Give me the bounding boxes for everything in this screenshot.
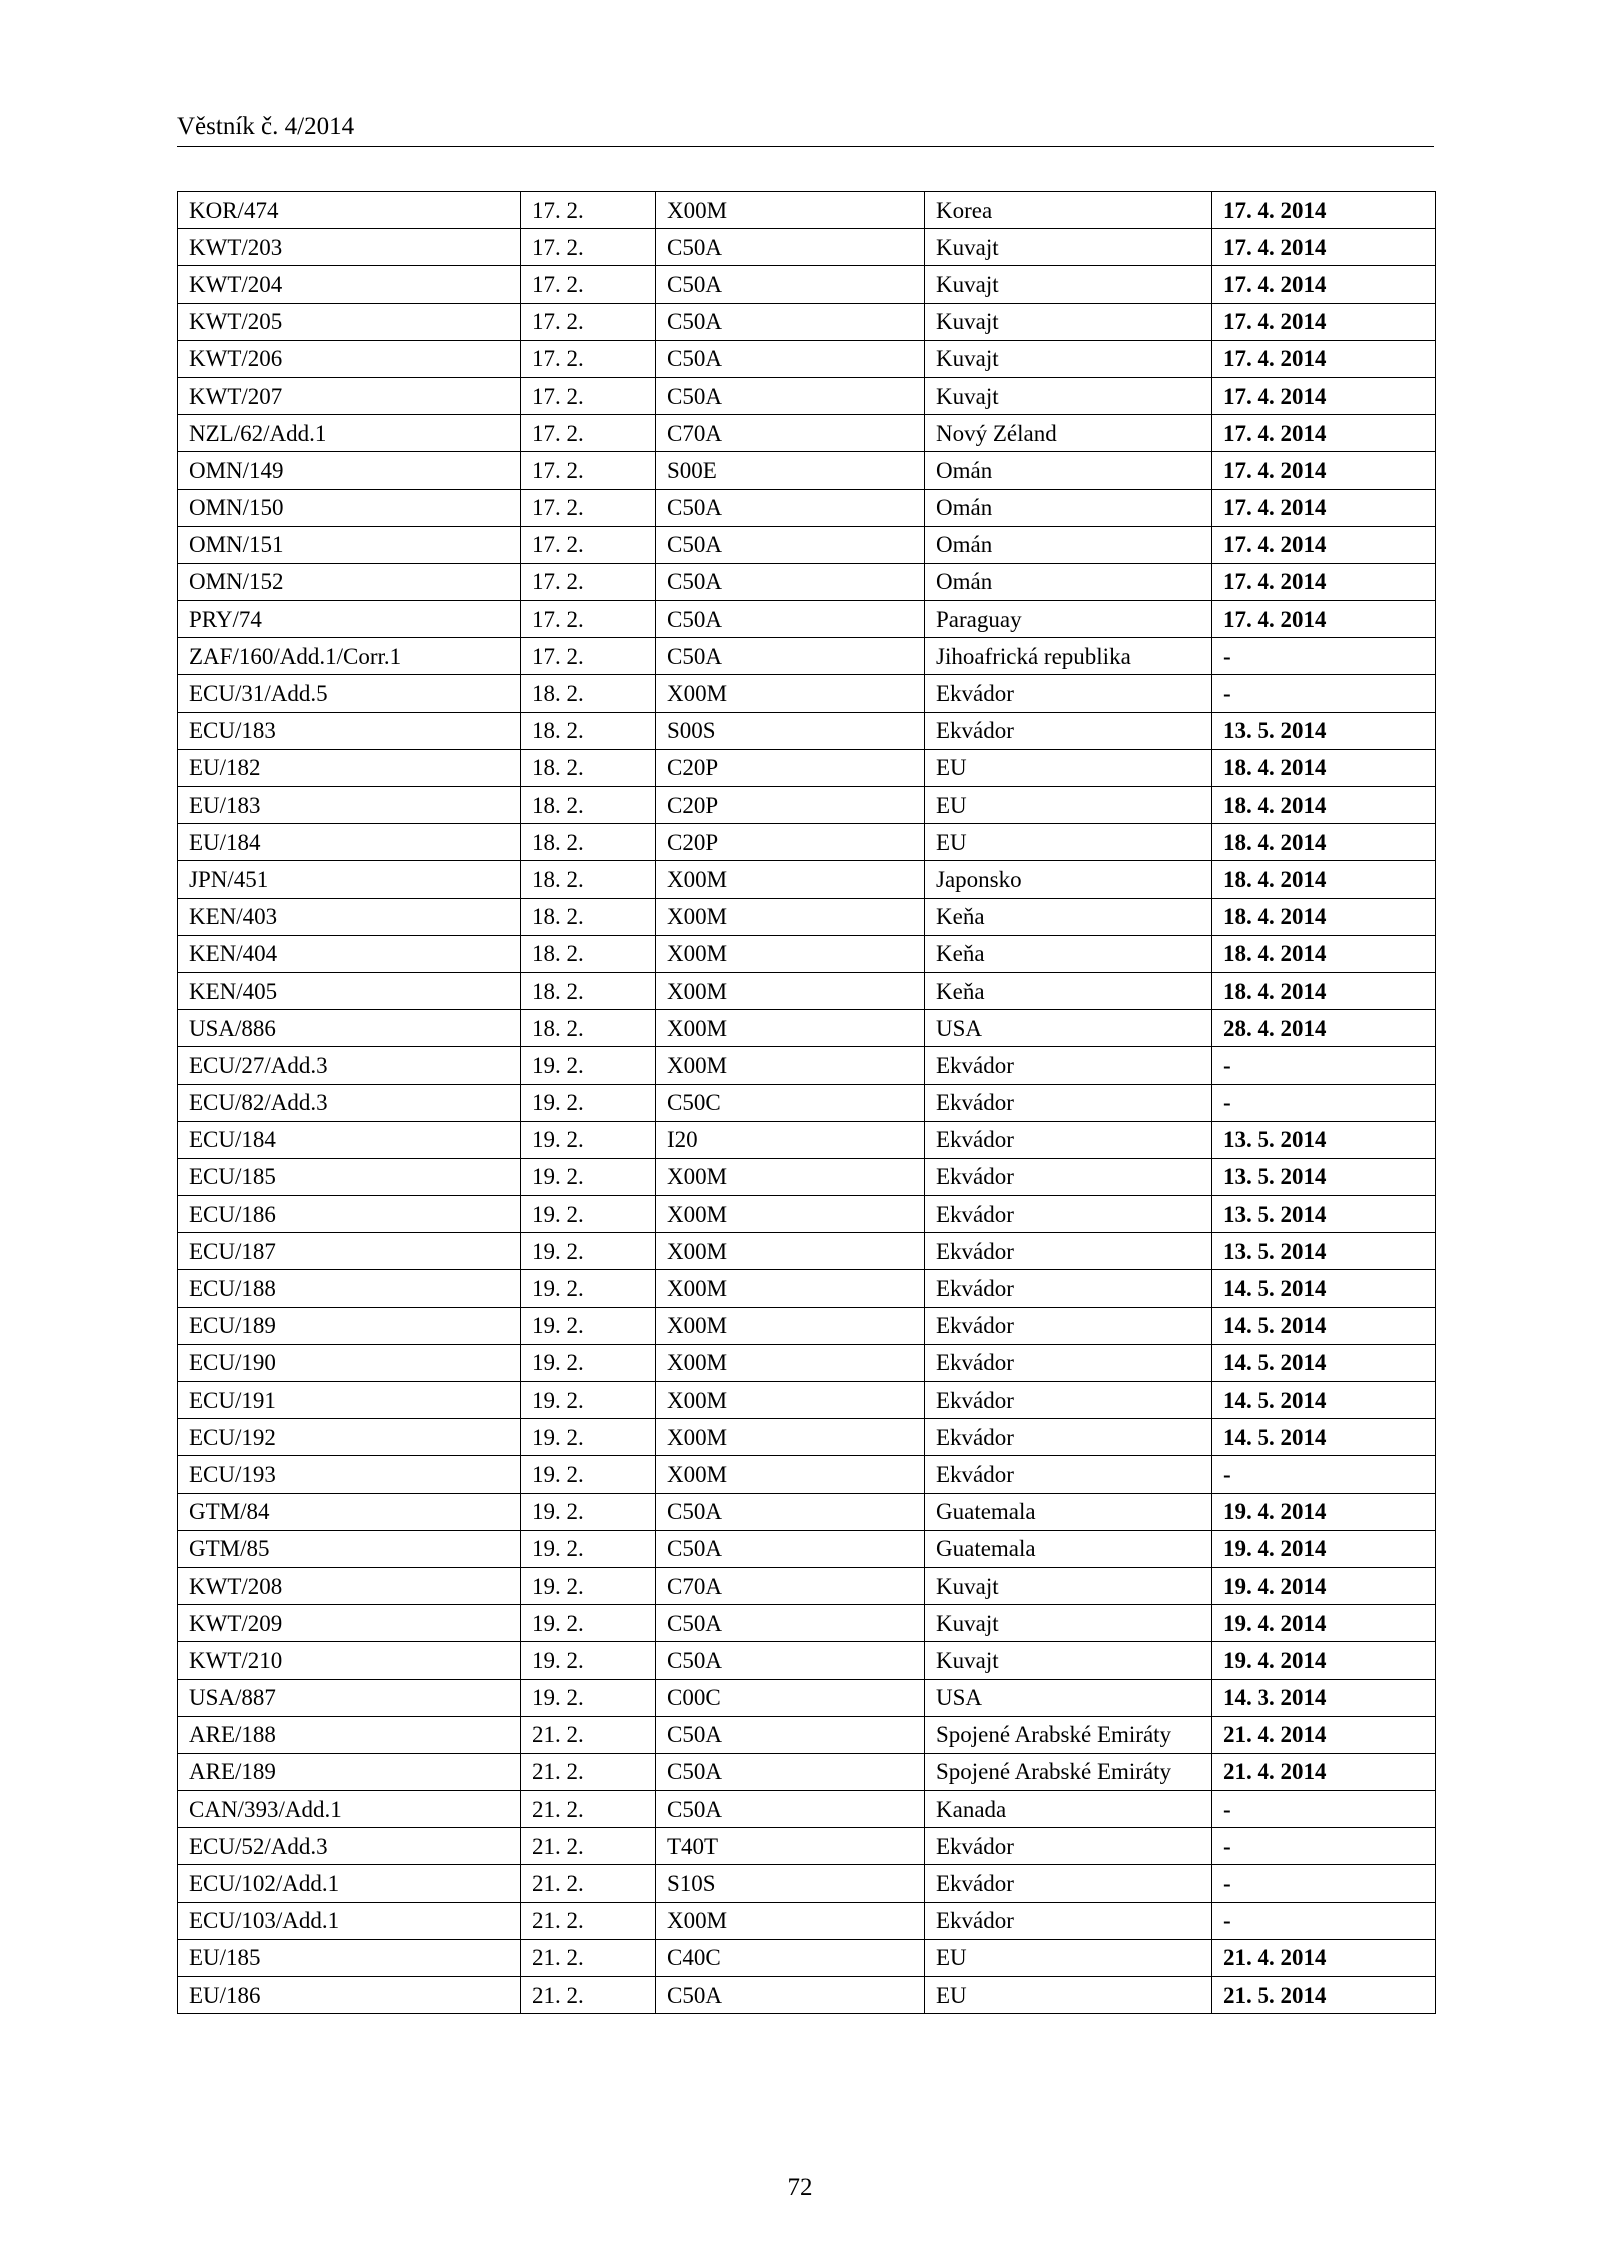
- category-code-cell: C50A: [656, 601, 925, 638]
- country-cell: Ekvádor: [925, 1047, 1212, 1084]
- notification-date-cell: 18. 2.: [521, 861, 656, 898]
- category-code-cell: C50A: [656, 340, 925, 377]
- notification-date-cell: 21. 2.: [521, 1716, 656, 1753]
- country-cell: Ekvádor: [925, 1865, 1212, 1902]
- country-cell: Ekvádor: [925, 1121, 1212, 1158]
- table-row: [178, 638, 1436, 675]
- country-cell: Ekvádor: [925, 1902, 1212, 1939]
- category-code-cell: S00S: [656, 712, 925, 749]
- deadline-date-cell: -: [1212, 1084, 1436, 1121]
- deadline-date-cell: 17. 4. 2014: [1212, 452, 1436, 489]
- table-row: [178, 1939, 1436, 1976]
- deadline-date-cell: 14. 5. 2014: [1212, 1344, 1436, 1381]
- notification-date-cell: 18. 2.: [521, 898, 656, 935]
- table-row: [178, 1753, 1436, 1790]
- notification-date-cell: 18. 2.: [521, 787, 656, 824]
- country-cell: EU: [925, 1977, 1212, 2014]
- document-code-cell: ECU/82/Add.3: [178, 1084, 521, 1121]
- document-code-cell: GTM/84: [178, 1493, 521, 1530]
- category-code-cell: S10S: [656, 1865, 925, 1902]
- document-code-cell: ARE/189: [178, 1753, 521, 1790]
- category-code-cell: I20: [656, 1121, 925, 1158]
- country-cell: Korea: [925, 192, 1212, 229]
- deadline-date-cell: 13. 5. 2014: [1212, 1121, 1436, 1158]
- deadline-date-cell: 13. 5. 2014: [1212, 1158, 1436, 1195]
- table-row: [178, 1605, 1436, 1642]
- document-code-cell: KWT/204: [178, 266, 521, 303]
- table-body: [178, 192, 1436, 2014]
- table-row: [178, 489, 1436, 526]
- notification-date-cell: 21. 2.: [521, 1939, 656, 1976]
- country-cell: Kuvajt: [925, 266, 1212, 303]
- notification-date-cell: 19. 2.: [521, 1605, 656, 1642]
- country-cell: EU: [925, 787, 1212, 824]
- document-code-cell: ECU/183: [178, 712, 521, 749]
- deadline-date-cell: 18. 4. 2014: [1212, 935, 1436, 972]
- deadline-date-cell: 13. 5. 2014: [1212, 1233, 1436, 1270]
- table-row: [178, 1828, 1436, 1865]
- notification-date-cell: 19. 2.: [521, 1419, 656, 1456]
- notification-date-cell: 17. 2.: [521, 303, 656, 340]
- notification-date-cell: 21. 2.: [521, 1753, 656, 1790]
- category-code-cell: C00C: [656, 1679, 925, 1716]
- table-row: [178, 229, 1436, 266]
- table-row: [178, 266, 1436, 303]
- country-cell: Keňa: [925, 935, 1212, 972]
- deadline-date-cell: 21. 4. 2014: [1212, 1939, 1436, 1976]
- document-code-cell: EU/186: [178, 1977, 521, 2014]
- table-row: [178, 824, 1436, 861]
- category-code-cell: C70A: [656, 415, 925, 452]
- category-code-cell: X00M: [656, 861, 925, 898]
- notification-date-cell: 17. 2.: [521, 452, 656, 489]
- category-code-cell: X00M: [656, 1233, 925, 1270]
- category-code-cell: C50A: [656, 1642, 925, 1679]
- country-cell: Omán: [925, 452, 1212, 489]
- category-code-cell: C50A: [656, 1493, 925, 1530]
- country-cell: Ekvádor: [925, 1158, 1212, 1195]
- country-cell: Spojené Arabské Emiráty: [925, 1753, 1212, 1790]
- category-code-cell: C20P: [656, 824, 925, 861]
- document-code-cell: KEN/405: [178, 972, 521, 1009]
- deadline-date-cell: 17. 4. 2014: [1212, 229, 1436, 266]
- notification-date-cell: 18. 2.: [521, 972, 656, 1009]
- table-row: [178, 1270, 1436, 1307]
- deadline-date-cell: 19. 4. 2014: [1212, 1493, 1436, 1530]
- country-cell: EU: [925, 824, 1212, 861]
- country-cell: Jihoafrická republika: [925, 638, 1212, 675]
- table-row: [178, 601, 1436, 638]
- country-cell: EU: [925, 1939, 1212, 1976]
- table-row: [178, 1679, 1436, 1716]
- category-code-cell: X00M: [656, 1047, 925, 1084]
- table-row: [178, 1344, 1436, 1381]
- notification-date-cell: 21. 2.: [521, 1791, 656, 1828]
- table-row: [178, 415, 1436, 452]
- notification-date-cell: 17. 2.: [521, 377, 656, 414]
- document-code-cell: KWT/203: [178, 229, 521, 266]
- category-code-cell: X00M: [656, 898, 925, 935]
- category-code-cell: X00M: [656, 1010, 925, 1047]
- table-row: [178, 1158, 1436, 1195]
- document-code-cell: ECU/192: [178, 1419, 521, 1456]
- notification-date-cell: 17. 2.: [521, 415, 656, 452]
- deadline-date-cell: -: [1212, 1456, 1436, 1493]
- deadline-date-cell: 17. 4. 2014: [1212, 563, 1436, 600]
- country-cell: Kuvajt: [925, 229, 1212, 266]
- country-cell: Ekvádor: [925, 1382, 1212, 1419]
- table-row: [178, 340, 1436, 377]
- deadline-date-cell: 21. 5. 2014: [1212, 1977, 1436, 2014]
- table-row: [178, 1567, 1436, 1604]
- document-code-cell: ECU/193: [178, 1456, 521, 1493]
- document-code-cell: ECU/188: [178, 1270, 521, 1307]
- document-code-cell: USA/887: [178, 1679, 521, 1716]
- document-code-cell: ARE/188: [178, 1716, 521, 1753]
- deadline-date-cell: 17. 4. 2014: [1212, 489, 1436, 526]
- category-code-cell: C50A: [656, 1977, 925, 2014]
- deadline-date-cell: 17. 4. 2014: [1212, 266, 1436, 303]
- deadline-date-cell: 17. 4. 2014: [1212, 415, 1436, 452]
- notification-date-cell: 19. 2.: [521, 1642, 656, 1679]
- table-row: [178, 1716, 1436, 1753]
- country-cell: Kuvajt: [925, 340, 1212, 377]
- category-code-cell: X00M: [656, 1456, 925, 1493]
- document-code-cell: ECU/31/Add.5: [178, 675, 521, 712]
- category-code-cell: C50C: [656, 1084, 925, 1121]
- document-code-cell: ECU/184: [178, 1121, 521, 1158]
- country-cell: Ekvádor: [925, 1307, 1212, 1344]
- table-row: [178, 192, 1436, 229]
- notification-date-cell: 19. 2.: [521, 1307, 656, 1344]
- page-number: 72: [787, 2174, 813, 2201]
- table-row: [178, 1642, 1436, 1679]
- document-code-cell: ECU/189: [178, 1307, 521, 1344]
- category-code-cell: C50A: [656, 1791, 925, 1828]
- notification-date-cell: 17. 2.: [521, 601, 656, 638]
- table-row: [178, 972, 1436, 1009]
- country-cell: Nový Zéland: [925, 415, 1212, 452]
- deadline-date-cell: 19. 4. 2014: [1212, 1605, 1436, 1642]
- notification-date-cell: 19. 2.: [521, 1344, 656, 1381]
- table-row: [178, 935, 1436, 972]
- document-code-cell: JPN/451: [178, 861, 521, 898]
- document-code-cell: ECU/103/Add.1: [178, 1902, 521, 1939]
- table-row: [178, 1084, 1436, 1121]
- category-code-cell: C50A: [656, 1753, 925, 1790]
- notification-date-cell: 17. 2.: [521, 340, 656, 377]
- deadline-date-cell: -: [1212, 1828, 1436, 1865]
- deadline-date-cell: 14. 5. 2014: [1212, 1270, 1436, 1307]
- category-code-cell: C20P: [656, 749, 925, 786]
- page-header-title: Věstník č. 4/2014: [177, 113, 355, 140]
- category-code-cell: X00M: [656, 972, 925, 1009]
- notification-date-cell: 19. 2.: [521, 1456, 656, 1493]
- table-row: [178, 1902, 1436, 1939]
- notification-date-cell: 18. 2.: [521, 1010, 656, 1047]
- country-cell: Kanada: [925, 1791, 1212, 1828]
- notification-date-cell: 21. 2.: [521, 1828, 656, 1865]
- deadline-date-cell: 18. 4. 2014: [1212, 787, 1436, 824]
- country-cell: Ekvádor: [925, 1456, 1212, 1493]
- table-row: [178, 1791, 1436, 1828]
- country-cell: Kuvajt: [925, 303, 1212, 340]
- country-cell: Keňa: [925, 972, 1212, 1009]
- document-code-cell: KWT/206: [178, 340, 521, 377]
- document-code-cell: ECU/185: [178, 1158, 521, 1195]
- country-cell: Ekvádor: [925, 1270, 1212, 1307]
- notification-date-cell: 17. 2.: [521, 229, 656, 266]
- document-code-cell: KWT/205: [178, 303, 521, 340]
- table-row: [178, 1121, 1436, 1158]
- notification-date-cell: 19. 2.: [521, 1270, 656, 1307]
- deadline-date-cell: 17. 4. 2014: [1212, 377, 1436, 414]
- table-row: [178, 1530, 1436, 1567]
- deadline-date-cell: 17. 4. 2014: [1212, 340, 1436, 377]
- category-code-cell: C70A: [656, 1567, 925, 1604]
- deadline-date-cell: 17. 4. 2014: [1212, 192, 1436, 229]
- document-code-cell: ZAF/160/Add.1/Corr.1: [178, 638, 521, 675]
- country-cell: EU: [925, 749, 1212, 786]
- deadline-date-cell: -: [1212, 638, 1436, 675]
- notification-date-cell: 17. 2.: [521, 489, 656, 526]
- deadline-date-cell: -: [1212, 1865, 1436, 1902]
- document-code-cell: ECU/52/Add.3: [178, 1828, 521, 1865]
- deadline-date-cell: 19. 4. 2014: [1212, 1567, 1436, 1604]
- table-row: [178, 1047, 1436, 1084]
- category-code-cell: X00M: [656, 192, 925, 229]
- table-row: [178, 1456, 1436, 1493]
- category-code-cell: X00M: [656, 1307, 925, 1344]
- category-code-cell: C50A: [656, 303, 925, 340]
- table-row: [178, 377, 1436, 414]
- deadline-date-cell: 14. 3. 2014: [1212, 1679, 1436, 1716]
- document-code-cell: ECU/191: [178, 1382, 521, 1419]
- notification-date-cell: 17. 2.: [521, 192, 656, 229]
- notification-date-cell: 19. 2.: [521, 1233, 656, 1270]
- country-cell: Guatemala: [925, 1493, 1212, 1530]
- deadline-date-cell: 18. 4. 2014: [1212, 749, 1436, 786]
- category-code-cell: C50A: [656, 1605, 925, 1642]
- document-code-cell: ECU/186: [178, 1196, 521, 1233]
- category-code-cell: X00M: [656, 675, 925, 712]
- table-row: [178, 526, 1436, 563]
- document-code-cell: NZL/62/Add.1: [178, 415, 521, 452]
- document-code-cell: OMN/150: [178, 489, 521, 526]
- notification-date-cell: 17. 2.: [521, 526, 656, 563]
- document-code-cell: KEN/403: [178, 898, 521, 935]
- country-cell: Ekvádor: [925, 1233, 1212, 1270]
- category-code-cell: C50A: [656, 489, 925, 526]
- country-cell: Ekvádor: [925, 675, 1212, 712]
- category-code-cell: C50A: [656, 563, 925, 600]
- country-cell: Keňa: [925, 898, 1212, 935]
- category-code-cell: C50A: [656, 377, 925, 414]
- deadline-date-cell: 18. 4. 2014: [1212, 972, 1436, 1009]
- country-cell: Omán: [925, 489, 1212, 526]
- notification-date-cell: 18. 2.: [521, 935, 656, 972]
- table-row: [178, 1233, 1436, 1270]
- category-code-cell: T40T: [656, 1828, 925, 1865]
- notification-date-cell: 19. 2.: [521, 1567, 656, 1604]
- notification-date-cell: 21. 2.: [521, 1865, 656, 1902]
- document-code-cell: ECU/102/Add.1: [178, 1865, 521, 1902]
- notification-date-cell: 18. 2.: [521, 749, 656, 786]
- notification-date-cell: 19. 2.: [521, 1530, 656, 1567]
- deadline-date-cell: -: [1212, 675, 1436, 712]
- table-row: [178, 1977, 1436, 2014]
- table-row: [178, 303, 1436, 340]
- document-code-cell: KWT/207: [178, 377, 521, 414]
- country-cell: Ekvádor: [925, 1196, 1212, 1233]
- notification-date-cell: 19. 2.: [521, 1493, 656, 1530]
- country-cell: USA: [925, 1679, 1212, 1716]
- deadline-date-cell: 19. 4. 2014: [1212, 1530, 1436, 1567]
- deadline-date-cell: -: [1212, 1791, 1436, 1828]
- category-code-cell: X00M: [656, 1158, 925, 1195]
- deadline-date-cell: 14. 5. 2014: [1212, 1419, 1436, 1456]
- country-cell: Japonsko: [925, 861, 1212, 898]
- header-divider: [177, 146, 1434, 147]
- table-row: [178, 675, 1436, 712]
- category-code-cell: S00E: [656, 452, 925, 489]
- deadline-date-cell: -: [1212, 1902, 1436, 1939]
- notification-date-cell: 19. 2.: [521, 1047, 656, 1084]
- document-code-cell: OMN/152: [178, 563, 521, 600]
- notification-date-cell: 21. 2.: [521, 1977, 656, 2014]
- table-row: [178, 787, 1436, 824]
- country-cell: Spojené Arabské Emiráty: [925, 1716, 1212, 1753]
- table-row: [178, 1865, 1436, 1902]
- country-cell: Ekvádor: [925, 1344, 1212, 1381]
- category-code-cell: C50A: [656, 229, 925, 266]
- notification-date-cell: 18. 2.: [521, 675, 656, 712]
- document-code-cell: ECU/190: [178, 1344, 521, 1381]
- category-code-cell: X00M: [656, 1382, 925, 1419]
- category-code-cell: C40C: [656, 1939, 925, 1976]
- country-cell: Paraguay: [925, 601, 1212, 638]
- document-code-cell: EU/183: [178, 787, 521, 824]
- notification-date-cell: 19. 2.: [521, 1121, 656, 1158]
- deadline-date-cell: 19. 4. 2014: [1212, 1642, 1436, 1679]
- table-row: [178, 563, 1436, 600]
- deadline-date-cell: 21. 4. 2014: [1212, 1716, 1436, 1753]
- table-row: [178, 1382, 1436, 1419]
- category-code-cell: C50A: [656, 1716, 925, 1753]
- table-row: [178, 1493, 1436, 1530]
- deadline-date-cell: 28. 4. 2014: [1212, 1010, 1436, 1047]
- document-code-cell: KWT/209: [178, 1605, 521, 1642]
- deadline-date-cell: 17. 4. 2014: [1212, 601, 1436, 638]
- table-row: [178, 452, 1436, 489]
- table-row: [178, 1307, 1436, 1344]
- document-code-cell: EU/184: [178, 824, 521, 861]
- deadline-date-cell: 18. 4. 2014: [1212, 861, 1436, 898]
- notification-date-cell: 17. 2.: [521, 563, 656, 600]
- table-row: [178, 1196, 1436, 1233]
- notification-date-cell: 19. 2.: [521, 1679, 656, 1716]
- country-cell: Kuvajt: [925, 1567, 1212, 1604]
- deadline-date-cell: 18. 4. 2014: [1212, 824, 1436, 861]
- country-cell: Ekvádor: [925, 712, 1212, 749]
- document-code-cell: CAN/393/Add.1: [178, 1791, 521, 1828]
- country-cell: USA: [925, 1010, 1212, 1047]
- category-code-cell: X00M: [656, 1344, 925, 1381]
- notification-date-cell: 17. 2.: [521, 266, 656, 303]
- category-code-cell: X00M: [656, 1196, 925, 1233]
- notification-date-cell: 18. 2.: [521, 712, 656, 749]
- table-row: [178, 1419, 1436, 1456]
- document-code-cell: KWT/208: [178, 1567, 521, 1604]
- deadline-date-cell: 14. 5. 2014: [1212, 1307, 1436, 1344]
- notification-date-cell: 19. 2.: [521, 1158, 656, 1195]
- category-code-cell: X00M: [656, 1902, 925, 1939]
- document-code-cell: OMN/151: [178, 526, 521, 563]
- table-row: [178, 712, 1436, 749]
- deadline-date-cell: 13. 5. 2014: [1212, 1196, 1436, 1233]
- deadline-date-cell: 14. 5. 2014: [1212, 1382, 1436, 1419]
- deadline-date-cell: 18. 4. 2014: [1212, 898, 1436, 935]
- table-row: [178, 861, 1436, 898]
- country-cell: Ekvádor: [925, 1084, 1212, 1121]
- notification-date-cell: 17. 2.: [521, 638, 656, 675]
- country-cell: Ekvádor: [925, 1828, 1212, 1865]
- category-code-cell: X00M: [656, 1419, 925, 1456]
- country-cell: Kuvajt: [925, 377, 1212, 414]
- category-code-cell: C50A: [656, 526, 925, 563]
- category-code-cell: C50A: [656, 266, 925, 303]
- notifications-table: [177, 191, 1436, 2014]
- document-code-cell: PRY/74: [178, 601, 521, 638]
- deadline-date-cell: 21. 4. 2014: [1212, 1753, 1436, 1790]
- notification-date-cell: 18. 2.: [521, 824, 656, 861]
- document-code-cell: USA/886: [178, 1010, 521, 1047]
- document-code-cell: ECU/187: [178, 1233, 521, 1270]
- deadline-date-cell: -: [1212, 1047, 1436, 1084]
- document-code-cell: KWT/210: [178, 1642, 521, 1679]
- notification-date-cell: 21. 2.: [521, 1902, 656, 1939]
- category-code-cell: X00M: [656, 935, 925, 972]
- notification-date-cell: 19. 2.: [521, 1084, 656, 1121]
- notification-date-cell: 19. 2.: [521, 1196, 656, 1233]
- table-row: [178, 749, 1436, 786]
- category-code-cell: C50A: [656, 638, 925, 675]
- country-cell: Ekvádor: [925, 1419, 1212, 1456]
- document-code-cell: ECU/27/Add.3: [178, 1047, 521, 1084]
- document-code-cell: EU/185: [178, 1939, 521, 1976]
- country-cell: Kuvajt: [925, 1642, 1212, 1679]
- document-code-cell: EU/182: [178, 749, 521, 786]
- country-cell: Omán: [925, 563, 1212, 600]
- country-cell: Kuvajt: [925, 1605, 1212, 1642]
- country-cell: Guatemala: [925, 1530, 1212, 1567]
- deadline-date-cell: 17. 4. 2014: [1212, 303, 1436, 340]
- deadline-date-cell: 13. 5. 2014: [1212, 712, 1436, 749]
- document-code-cell: GTM/85: [178, 1530, 521, 1567]
- deadline-date-cell: 17. 4. 2014: [1212, 526, 1436, 563]
- table-row: [178, 1010, 1436, 1047]
- document-code-cell: KOR/474: [178, 192, 521, 229]
- notification-date-cell: 19. 2.: [521, 1382, 656, 1419]
- document-code-cell: OMN/149: [178, 452, 521, 489]
- category-code-cell: X00M: [656, 1270, 925, 1307]
- category-code-cell: C50A: [656, 1530, 925, 1567]
- table-row: [178, 898, 1436, 935]
- document-code-cell: KEN/404: [178, 935, 521, 972]
- country-cell: Omán: [925, 526, 1212, 563]
- category-code-cell: C20P: [656, 787, 925, 824]
